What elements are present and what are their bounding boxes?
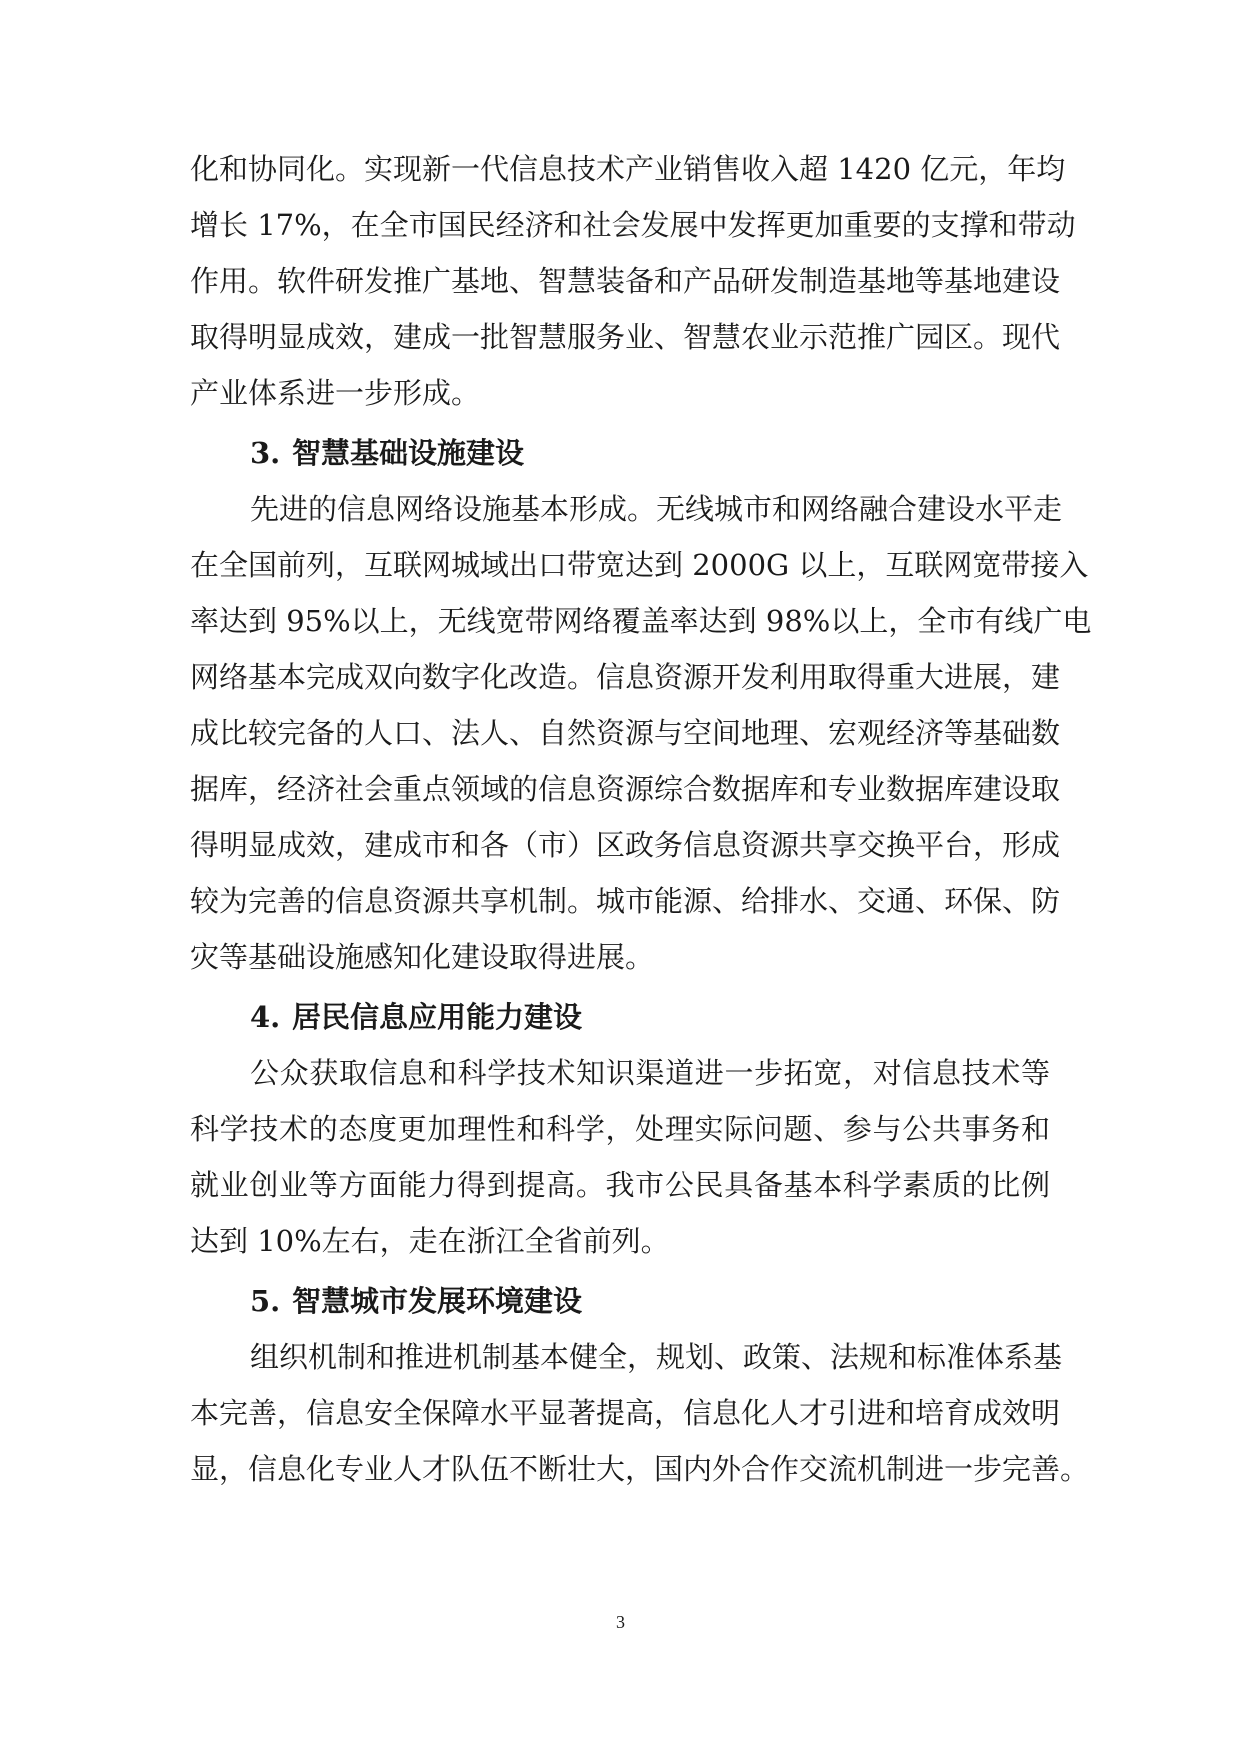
section-title: 智慧基础设施建设 (292, 436, 525, 470)
section-heading (250, 1272, 582, 1330)
paragraph-line: 达到 10%左右，走在浙江全省前列。 (190, 1224, 670, 1258)
paragraph-line: 就业创业等方面能力得到提高。我市公民具备基本科学素质的比例 (190, 1168, 1050, 1202)
section-number: 4. (250, 1000, 281, 1034)
paragraph-line: 组织机制和推进机制基本健全，规划、政策、法规和标准体系基 (250, 1340, 1063, 1374)
page-number: 3 (616, 1612, 625, 1632)
paragraph-line: 得明显成效，建成市和各（市）区政务信息资源共享交换平台，形成 (190, 828, 1061, 862)
paragraph-line: 灾等基础设施感知化建设取得进展。 (190, 940, 655, 974)
paragraph-line: 显，信息化专业人才队伍不断壮大，国内外合作交流机制进一步完善。 (190, 1452, 1090, 1486)
section-number: 3. (250, 436, 281, 470)
paragraph-line: 网络基本完成双向数字化改造。信息资源开发利用取得重大进展，建 (190, 660, 1061, 694)
paragraph-line: 在全国前列，互联网城域出口带宽达到 2000G 以上，互联网宽带接入 (190, 548, 1089, 582)
section-title: 居民信息应用能力建设 (292, 1000, 583, 1034)
section-title: 智慧城市发展环境建设 (292, 1284, 583, 1318)
section-heading (250, 988, 582, 1046)
paragraph-line: 产业体系进一步形成。 (190, 376, 481, 410)
paragraph-line: 公众获取信息和科学技术知识渠道进一步拓宽，对信息技术等 (250, 1056, 1050, 1090)
paragraph-line: 科学技术的态度更加理性和科学，处理实际问题、参与公共事务和 (190, 1112, 1050, 1146)
paragraph-line: 本完善，信息安全保障水平显著提高，信息化人才引进和培育成效明 (190, 1396, 1061, 1430)
section-heading (250, 424, 524, 482)
paragraph-line: 成比较完备的人口、法人、自然资源与空间地理、宏观经济等基础数 (190, 716, 1061, 750)
section-number: 5. (250, 1284, 281, 1318)
paragraph-line: 取得明显成效，建成一批智慧服务业、智慧农业示范推广园区。现代 (190, 320, 1061, 354)
paragraph-line: 先进的信息网络设施基本形成。无线城市和网络融合建设水平走 (250, 492, 1063, 526)
paragraph-line: 增长 17%，在全市国民经济和社会发展中发挥更加重要的支撑和带动 (190, 208, 1076, 242)
paragraph-line: 率达到 95%以上，无线宽带网络覆盖率达到 98%以上，全市有线广电 (190, 604, 1092, 638)
paragraph-line: 作用。软件研发推广基地、智慧装备和产品研发制造基地等基地建设 (190, 264, 1061, 298)
paragraph-line: 据库，经济社会重点领域的信息资源综合数据库和专业数据库建设取 (190, 772, 1061, 806)
paragraph-line: 较为完善的信息资源共享机制。城市能源、给排水、交通、环保、防 (190, 884, 1061, 918)
paragraph-line: 化和协同化。实现新一代信息技术产业销售收入超 1420 亿元，年均 (190, 152, 1066, 186)
